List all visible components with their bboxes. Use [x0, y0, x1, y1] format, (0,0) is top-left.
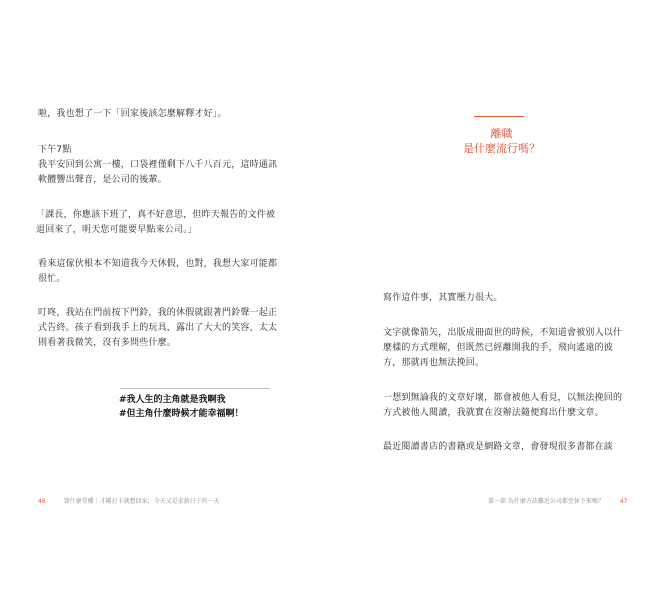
text-line: 啦，我也想了一下「回家後該怎麼解釋才好」。 [38, 109, 227, 119]
text-line: 麼樣的方式理解，但既然已經離開我的手，飛向遙遠的彼 [383, 343, 614, 353]
hashtag-line: #但主角什麼時候才能幸福啊！ [119, 409, 244, 419]
text-line: 我平安回到公寓一樓，口袋裡僅剩下八千八百元，這時通訊 [38, 160, 278, 170]
left-paragraph-4 [38, 257, 277, 287]
text-line: 叮咚，我站在門前按下門鈴，我的休假就跟著門鈴聲一起正 [38, 308, 278, 318]
right-paragraph-3 [383, 391, 622, 421]
left-page [0, 0, 327, 609]
text-line: 退回來了，明天您可能要早點來公司。」 [36, 225, 198, 235]
page-number: 47 [619, 498, 628, 505]
chapter-title [338, 126, 655, 156]
left-paragraph-1 [38, 107, 227, 122]
text-line: 方，那就再也無法挽回。 [383, 358, 485, 368]
text-line: 一想到無論我的文章好壞，都會被他人看見，以無法挽回的 [383, 393, 623, 403]
text-line: 則看著我微笑，沒有多問些什麼。 [38, 338, 177, 348]
text-line: 很忙。 [38, 274, 66, 284]
left-paragraph-5 [38, 306, 277, 351]
chapter-title-line: 離職 [490, 127, 513, 140]
right-paragraph-4 [383, 440, 613, 455]
right-paragraph-2 [383, 326, 622, 371]
text-line: 式告終。孩子看到我手上的玩具，露出了大大的笑容，太太 [38, 323, 278, 333]
hashtag-divider [120, 388, 270, 389]
left-folio [38, 496, 220, 505]
right-folio [488, 496, 627, 505]
left-paragraph-2 [38, 143, 277, 188]
chapter-title-line: 是什麼流行嗎？ [463, 142, 540, 155]
text-line: 軟體響出聲音，是公司的後輩。 [38, 175, 167, 185]
right-paragraph-1 [383, 291, 503, 306]
text-line: 文字就像箭矢，出版成冊面世的時候，不知道會被別人以什 [383, 328, 623, 338]
text-line: 寫作這件事，其實壓力很大。 [383, 293, 503, 303]
text-line: 「課長，你應該下班了，真不好意思，但昨天報告的文件被 [36, 210, 276, 220]
hashtag-line: #我人生的主角就是我啊我 [119, 395, 226, 405]
left-paragraph-3 [36, 208, 275, 238]
running-header: 罪什麼堂種｜才剛打卡就想回家，今天又是求薪日子的一天 [63, 498, 220, 505]
chapter-title-rule [474, 116, 524, 117]
text-line: 方式被他人閱讀，我就實在沒辦法隨便寫出什麼文章。 [383, 408, 604, 418]
text-line: 最近閱讀書店的書籍或是網路文章，會發現很多書都在談 [383, 442, 614, 452]
text-line: 下午7點 [38, 145, 72, 155]
right-page [328, 0, 655, 609]
page-number: 46 [38, 498, 46, 505]
text-line: 看來這傢伙根本不知道我今天休假，也對，我想大家可能都 [38, 259, 278, 269]
running-header: 第一部 為什麼方法難近公司都至休下來嗎？ [488, 498, 604, 505]
